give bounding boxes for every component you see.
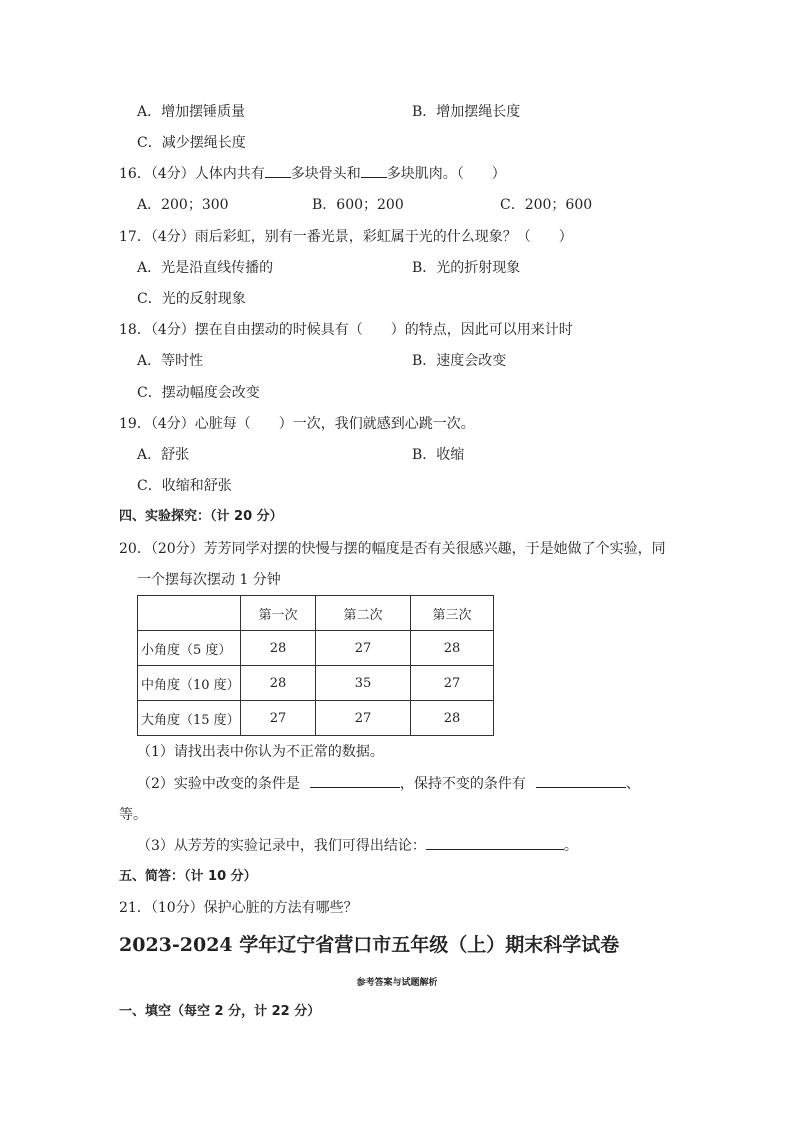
q19-option-a: A．舒张 <box>137 447 190 463</box>
table-header-cell <box>138 596 241 631</box>
table-cell: 27 <box>411 666 494 701</box>
q16-blank-2 <box>361 165 387 178</box>
table-row-label: 中角度（10 度） <box>138 666 241 701</box>
q16-option-c: C．200；600 <box>500 197 593 213</box>
q20-sub-2-part-a: （2）实验中改变的条件是 <box>137 776 300 792</box>
q18-stem: 18．（4分）摆在自由摆动的时候具有（ ）的特点，因此可以用来计时 <box>119 322 573 338</box>
q16-suffix: 多块肌肉。（ ） <box>386 166 506 182</box>
q16-stem <box>119 165 506 183</box>
q17-option-b: B．光的折射现象 <box>412 260 521 276</box>
q20-sub-3 <box>137 837 578 855</box>
q20-sub-2-part-b: ，保持不变的条件有 <box>399 776 526 792</box>
q19-stem: 19．（4分）心脏每（ ）一次，我们就感到心跳一次。 <box>119 416 475 432</box>
q20-sub-2 <box>137 775 640 793</box>
pendulum-data-table <box>137 595 494 736</box>
q17-option-c: C．光的反射现象 <box>137 291 246 307</box>
q16-option-b: B．600；200 <box>312 197 404 213</box>
table-cell: 28 <box>411 701 494 736</box>
table-row <box>138 666 494 701</box>
q20-sub-1: （1）请找出表中你认为不正常的数据。 <box>137 744 384 760</box>
q16-prefix: 16．（4分）人体内共有 <box>119 166 265 182</box>
q16-mid: 多块骨头和 <box>290 166 361 182</box>
table-cell: 27 <box>316 701 411 736</box>
q20-sub-2-part-c: 、 <box>625 776 640 792</box>
answer-subtitle: 参考答案与试题解析 <box>356 978 438 988</box>
q20-sub-2-end: 等。 <box>119 807 147 823</box>
q16-option-a: A．200；300 <box>137 197 229 213</box>
q19-option-c: C．收缩和舒张 <box>137 478 232 494</box>
section-5-heading: 五、简答：（计 10 分） <box>119 869 257 884</box>
q15-option-a: A．增加摆锤质量 <box>137 104 246 120</box>
table-header-cell: 第二次 <box>316 596 411 631</box>
table-row <box>138 701 494 736</box>
q20-sub-3-blank <box>426 837 564 850</box>
q20-sub-3-part-b: 。 <box>563 838 578 854</box>
table-cell: 28 <box>411 631 494 666</box>
q20-stem-line-2: 一个摆每次摆动 1 分钟 <box>137 572 281 588</box>
table-row-label: 大角度（15 度） <box>138 701 241 736</box>
q17-option-a: A．光是沿直线传播的 <box>137 260 274 276</box>
q16-blank-1 <box>265 165 291 178</box>
q15-option-c: C．减少摆绳长度 <box>137 135 246 151</box>
answer-title: 2023-2024 学年辽宁省营口市五年级（上）期末科学试卷 <box>119 934 620 956</box>
q20-stem-line-1: 20．（20分）芳芳同学对摆的快慢与摆的幅度是否有关很感兴趣，于是她做了个实验，同 <box>119 541 666 557</box>
q17-stem: 17．（4分）雨后彩虹，别有一番光景，彩虹属于光的什么现象？（ ） <box>119 229 573 245</box>
table-cell: 27 <box>316 631 411 666</box>
table-header-row <box>138 596 494 631</box>
q18-option-c: C．摆动幅度会改变 <box>137 385 260 401</box>
q21-stem: 21．（10分）保护心脏的方法有哪些？ <box>119 900 358 916</box>
table-cell: 28 <box>241 666 316 701</box>
q19-option-b: B．收缩 <box>412 447 465 463</box>
table-cell: 27 <box>241 701 316 736</box>
table-header-cell: 第三次 <box>411 596 494 631</box>
q20-sub-2-blank-2 <box>536 775 626 788</box>
section-1-heading: 一、填空（每空 2 分，计 22 分） <box>119 1004 321 1019</box>
table-header-cell: 第一次 <box>241 596 316 631</box>
q15-option-b: B．增加摆绳长度 <box>412 104 521 120</box>
table-row <box>138 631 494 666</box>
q20-sub-3-part-a: （3）从芳芳的实验记录中，我们可得出结论： <box>137 838 426 854</box>
q20-sub-2-blank-1 <box>310 775 400 788</box>
table-cell: 28 <box>241 631 316 666</box>
table-cell: 35 <box>316 666 411 701</box>
table-row-label: 小角度（5 度） <box>138 631 241 666</box>
q18-option-b: B．速度会改变 <box>412 353 507 369</box>
section-4-heading: 四、实验探究：（计 20 分） <box>119 509 283 524</box>
q18-option-a: A．等时性 <box>137 353 204 369</box>
